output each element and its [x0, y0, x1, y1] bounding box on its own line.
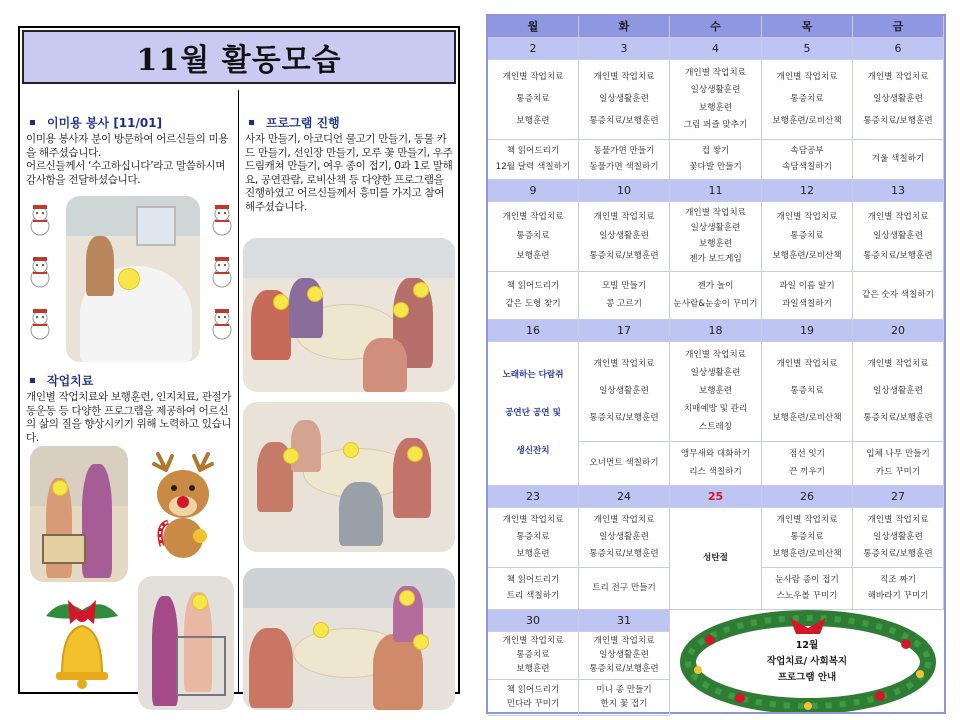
activity-cell-line: 동물가면 만들기	[593, 146, 655, 156]
bell-icon	[32, 590, 132, 690]
therapy-cell-line: 통증치료/보행훈련	[589, 413, 659, 423]
therapy-cell	[579, 60, 670, 140]
activity-cell	[762, 272, 853, 320]
weekday-header	[579, 16, 670, 38]
therapy-cell-line: 개인별 작업치료	[502, 211, 564, 222]
therapy-cell-line: 통증치료	[790, 231, 824, 241]
activity-cell-line: 점선 잇기	[789, 449, 825, 460]
therapy-cell	[579, 508, 670, 568]
therapy-cell-line: 보행훈련	[516, 549, 550, 559]
program-photo-3	[243, 568, 455, 710]
barber-section	[26, 114, 232, 187]
therapy-cell-line: 개인별 작업치료	[593, 72, 655, 82]
therapy-cell	[853, 60, 944, 140]
therapy-cell-line: 보행훈련/로비산책	[772, 413, 842, 423]
date-cell-16-line: 16	[526, 324, 540, 337]
therapy-cell	[762, 60, 853, 140]
therapy-cell-line: 개인별 작업치료	[776, 211, 838, 222]
walking-therapy-photo	[30, 446, 128, 582]
activity-cell	[488, 680, 579, 716]
therapy-cell-line: 통증치료/보행훈련	[863, 413, 933, 423]
activity-cell-line: 오너먼트 색칠하기	[589, 458, 659, 468]
therapy-cell-line: 일상생활훈련	[873, 386, 923, 396]
date-cell-4	[670, 38, 762, 60]
therapy-cell-line: 통증치료/보행훈련	[589, 664, 659, 674]
date-cell-18	[670, 320, 762, 342]
weekday-header	[762, 16, 853, 38]
therapy-cell	[762, 508, 853, 568]
activity-cell	[762, 568, 853, 610]
reindeer-icon	[138, 450, 230, 562]
program-section	[245, 114, 453, 214]
activity-cell	[670, 442, 762, 486]
therapy-cell	[670, 202, 762, 272]
activity-cell	[488, 568, 579, 610]
date-cell-12-line: 12	[800, 184, 814, 197]
activity-cell-line: 속담색칠하기	[782, 162, 832, 172]
therapy-cell-line: 통증치료/보행훈련	[589, 250, 659, 261]
activity-cell-line: 리스 색칠하기	[689, 466, 742, 477]
therapy-cell-line: 개인별 작업치료	[685, 207, 746, 218]
therapy-cell-line: 통증치료/보행훈련	[589, 549, 659, 559]
activity-cell	[579, 272, 670, 320]
therapy-cell-line: 개인별 작업치료	[502, 515, 564, 525]
date-cell-3-line: 3	[620, 42, 628, 55]
date-cell-23	[488, 486, 579, 508]
therapy-cell-line: 통증치료	[516, 231, 550, 241]
program-photo-1	[243, 238, 455, 392]
therapy-cell-line: 스트레칭	[698, 422, 733, 432]
activity-cell-line: 책 읽어드리기	[506, 574, 560, 585]
activity-cell-line: 끈 끼우기	[789, 466, 825, 477]
therapy-heading: 작업치료	[26, 372, 232, 389]
activity-cell-line: 미니 종 만들기	[596, 684, 652, 695]
therapy-cell-line: 보행훈련	[516, 250, 550, 261]
bullet-icon	[30, 378, 35, 383]
therapy-cell-line: 보행훈련	[516, 116, 550, 126]
christmas-holiday-cell	[670, 508, 762, 610]
date-cell-23-line: 23	[526, 490, 540, 503]
walker-training-photo	[138, 576, 234, 710]
therapy-section	[26, 372, 232, 445]
activity-cell	[762, 442, 853, 486]
date-cell-4-line: 4	[712, 42, 719, 55]
weekday-header-line: 수	[710, 20, 721, 33]
activity-cell-line: 눈사람&눈송이 꾸미기	[673, 299, 758, 310]
concert-event-cell	[488, 342, 579, 486]
therapy-cell-line: 보행훈련/로비산책	[772, 250, 842, 261]
christmas-bell-illustration	[32, 590, 132, 690]
therapy-text: 개인별 작업치료와 보행훈련, 인지치료, 관절가동운동 등 다양한 프로그램을 제공하여 어르신의 삶의 질을 향상시키기 위해 노력하고 있습니다.	[26, 391, 232, 444]
date-cell-12	[762, 180, 853, 202]
therapy-cell-line: 보행훈련/로비산책	[772, 549, 842, 559]
therapy-cell-line: 통증치료	[790, 386, 824, 396]
therapy-cell	[670, 60, 762, 140]
therapy-cell-line: 통증치료	[516, 650, 550, 660]
activity-cell	[670, 140, 762, 180]
activity-cell-line: 모빌 만들기	[601, 280, 647, 291]
wreath-line-1: 작업치료/ 사회복지	[766, 656, 848, 667]
activity-cell	[853, 568, 944, 610]
newsletter-right-column	[238, 90, 458, 692]
activity-cell-line: 같은 도형 찾기	[505, 299, 561, 310]
date-cell-31-line: 31	[617, 614, 631, 627]
therapy-cell-line: 개인별 작업치료	[502, 72, 564, 82]
therapy-cell	[853, 342, 944, 442]
christmas-holiday-cell-line: 성탄절	[703, 553, 728, 563]
activity-cell-line: 속담공부	[790, 146, 824, 156]
wreath-program-guide	[670, 610, 944, 712]
activity-cell-line: 눈사람 종이 접기	[775, 574, 839, 585]
date-cell-17-line: 17	[617, 324, 631, 337]
therapy-cell-line: 개인별 작업치료	[776, 515, 838, 525]
therapy-cell-line: 통증치료	[790, 94, 824, 104]
date-cell-25	[670, 486, 762, 508]
therapy-cell-line: 개인별 작업치료	[776, 72, 838, 82]
program-text: 사자 만들기, 아코디언 물고기 만들기, 동물 카드 만들기, 선인장 만들기, 모루 꽃 만들기, 우주 드림캐쳐 만들기, 여우 종이 접기, 0과 1로 말해요, 공연관람, 로비산책 등 다양한 프로그램을 진행하였고 어르신들께서 흥미를 가지고 참여해주셨습니다.	[245, 133, 453, 213]
activity-cell-line: 스노우볼 꾸미기	[776, 591, 838, 602]
activity-cell-line: 트리 색칠하기	[506, 591, 560, 602]
weekday-header	[670, 16, 762, 38]
therapy-cell-line: 그림 퍼즐 맞추기	[683, 120, 748, 131]
snowman-decoration-right	[206, 202, 238, 352]
activity-cell	[579, 140, 670, 180]
date-cell-31	[579, 610, 670, 632]
therapy-cell-line: 일상생활훈련	[690, 223, 741, 234]
weekday-header-line: 화	[618, 20, 630, 33]
therapy-cell	[762, 202, 853, 272]
activity-cell	[853, 140, 944, 180]
newsletter-left-column	[20, 90, 238, 692]
therapy-cell-line: 개인별 작업치료	[685, 67, 746, 78]
activity-cell-line: 책 읽어드리기	[506, 146, 560, 156]
date-cell-6	[853, 38, 944, 60]
therapy-cell-line: 일상생활훈련	[599, 231, 649, 241]
therapy-cell	[579, 342, 670, 442]
therapy-cell-line: 일상생활훈련	[873, 532, 923, 542]
date-cell-10	[579, 180, 670, 202]
activity-cell-line: 과일색칠하기	[782, 299, 832, 310]
date-cell-19-line: 19	[800, 324, 814, 337]
newsletter-banner	[22, 30, 456, 84]
therapy-cell-line: 일상생활훈련	[873, 231, 923, 241]
activity-cell-line: 책 읽어드리기	[506, 280, 560, 291]
activity-cell	[762, 140, 853, 180]
date-cell-2	[488, 38, 579, 60]
therapy-cell-line: 개인별 작업치료	[593, 359, 655, 369]
date-cell-9	[488, 180, 579, 202]
activity-cell	[579, 568, 670, 610]
therapy-cell-line: 개인별 작업치료	[776, 359, 838, 369]
therapy-cell-line: 일상생활훈련	[690, 368, 741, 378]
date-cell-30	[488, 610, 579, 632]
barber-heading: 이미용 봉사 [11/01]	[26, 114, 232, 131]
activity-cell-line: 12월 달력 색칠하기	[495, 162, 571, 172]
date-cell-30-line: 30	[526, 614, 540, 627]
date-cell-11	[670, 180, 762, 202]
therapy-cell-line: 통증치료	[790, 532, 824, 542]
bullet-icon	[249, 120, 254, 125]
therapy-cell	[579, 202, 670, 272]
therapy-cell-line: 일상생활훈련	[599, 650, 649, 660]
therapy-cell-line: 개인별 작업치료	[867, 211, 929, 222]
activity-cell-line: 겨울 색칠하기	[871, 154, 925, 164]
activity-cell-line: 해바라기 꾸미기	[867, 591, 929, 602]
date-cell-9-line: 9	[529, 184, 537, 197]
date-cell-17	[579, 320, 670, 342]
activity-cell-line: 민다라 꾸미기	[506, 699, 560, 710]
therapy-cell-line: 보행훈련/로비산책	[772, 116, 842, 126]
activity-cell-line: 젠가 놀이	[697, 280, 734, 291]
concert-event-cell-line: 노래하는 다람쥐	[502, 370, 564, 380]
date-cell-5-line: 5	[803, 42, 811, 55]
activity-cell-line: 앵무새와 대화하기	[680, 449, 751, 460]
therapy-cell-line: 일상생활훈련	[599, 386, 649, 396]
therapy-cell-line: 개인별 작업치료	[685, 350, 746, 360]
activity-cell-line: 콩 고르기	[606, 299, 642, 310]
date-cell-20-line: 20	[891, 324, 905, 337]
therapy-cell-line: 통증치료	[516, 94, 550, 104]
therapy-cell	[762, 342, 853, 442]
reindeer-illustration	[138, 450, 230, 562]
weekday-header-line: 금	[892, 20, 904, 33]
date-cell-13	[853, 180, 944, 202]
therapy-cell-line: 일상생활훈련	[873, 94, 923, 104]
therapy-cell-line: 일상생활훈련	[690, 85, 741, 96]
barber-photo	[66, 196, 200, 362]
activity-cell-line: 트리 전구 만들기	[592, 583, 656, 593]
therapy-cell	[488, 632, 579, 680]
wreath-line-2: 프로그램 안내	[777, 672, 837, 683]
activity-cell-line: 같은 숫자 색칠하기	[862, 290, 934, 300]
weekday-header	[853, 16, 944, 38]
date-cell-16	[488, 320, 579, 342]
activity-cell-line: 한지 꽃 접기	[600, 699, 648, 710]
weekday-header	[488, 16, 579, 38]
bullet-icon	[30, 120, 35, 125]
therapy-cell-line: 개인별 작업치료	[502, 636, 564, 646]
december-program-calendar	[486, 14, 946, 714]
program-heading: 프로그램 진행	[245, 114, 453, 131]
date-cell-5	[762, 38, 853, 60]
activity-cell-line: 과일 이름 알기	[779, 280, 835, 291]
activity-newsletter	[18, 26, 460, 694]
activity-cell-line: 동물가면 색칠하기	[589, 162, 659, 172]
therapy-cell	[488, 508, 579, 568]
activity-cell-line: 꽃다발 만들기	[689, 162, 742, 172]
therapy-cell-line: 보행훈련	[698, 386, 733, 396]
date-cell-11-line: 11	[708, 184, 723, 197]
therapy-cell-line: 젠가 보드게임	[689, 254, 742, 265]
therapy-cell	[853, 202, 944, 272]
therapy-cell	[853, 508, 944, 568]
date-cell-18-line: 18	[708, 324, 723, 337]
date-cell-20	[853, 320, 944, 342]
therapy-cell-line: 통증치료/보행훈련	[863, 116, 933, 126]
therapy-cell-line: 개인별 작업치료	[593, 211, 655, 222]
therapy-cell-line: 일상생활훈련	[599, 94, 649, 104]
date-cell-3	[579, 38, 670, 60]
activity-cell-line: 컵 쌓기	[701, 146, 730, 156]
therapy-cell-line: 보행훈련	[698, 238, 733, 249]
activity-cell-line: 입체 나무 만들기	[866, 449, 930, 460]
activity-cell	[853, 272, 944, 320]
concert-event-cell-line: 생신잔치	[516, 446, 550, 456]
therapy-cell-line: 개인별 작업치료	[593, 515, 655, 525]
activity-cell	[488, 140, 579, 180]
activity-cell-line: 카드 꾸미기	[875, 466, 921, 477]
wreath-month: 12월	[795, 640, 819, 651]
weekday-header-line: 목	[801, 20, 813, 33]
barber-text-2: 어르신들께서 ‘수고하십니다’라고 말씀하시며 감사함을 전달하셨습니다.	[26, 160, 226, 186]
activity-cell	[670, 272, 762, 320]
program-photo-2	[243, 402, 455, 552]
date-cell-27	[853, 486, 944, 508]
concert-event-cell-line: 공연단 공연 및	[505, 408, 561, 418]
therapy-cell-line: 통증치료/보행훈련	[863, 549, 933, 559]
snowman-icon	[206, 202, 238, 352]
date-cell-24-line: 24	[617, 490, 631, 503]
therapy-cell	[670, 342, 762, 442]
date-cell-6-line: 6	[894, 42, 902, 55]
snowman-icon	[24, 202, 58, 352]
activity-cell	[853, 442, 944, 486]
date-cell-13-line: 13	[891, 184, 905, 197]
date-cell-2-line: 2	[529, 42, 537, 55]
date-cell-26-line: 26	[800, 490, 814, 503]
therapy-cell-line: 보행훈련	[516, 664, 550, 674]
therapy-cell-line: 치매예방 및 관리	[683, 404, 748, 414]
activity-cell	[579, 442, 670, 486]
date-cell-24	[579, 486, 670, 508]
date-cell-19	[762, 320, 853, 342]
therapy-cell-line: 일상생활훈련	[599, 532, 649, 542]
therapy-cell-line: 개인별 작업치료	[867, 72, 929, 82]
therapy-cell	[579, 632, 670, 680]
barber-text-1: 이미용 봉사자 분이 방문하여 어르신들의 미용을 해주셨습니다.	[26, 133, 229, 159]
date-cell-26	[762, 486, 853, 508]
therapy-cell	[488, 202, 579, 272]
snowman-decoration-left	[24, 202, 58, 352]
therapy-cell-line: 개인별 작업치료	[867, 515, 929, 525]
date-cell-25-line: 25	[707, 490, 724, 503]
activity-cell-line: 책 읽어드리기	[506, 684, 560, 695]
date-cell-10-line: 10	[617, 184, 631, 197]
therapy-cell-line: 개인별 작업치료	[867, 359, 929, 369]
therapy-cell-line: 통증치료/보행훈련	[589, 116, 659, 126]
activity-cell	[488, 272, 579, 320]
date-cell-27-line: 27	[891, 490, 905, 503]
weekday-header-line: 월	[527, 20, 539, 33]
activity-cell-line: 직조 짜기	[880, 574, 916, 585]
therapy-cell-line: 개인별 작업치료	[593, 636, 655, 646]
therapy-cell-line: 통증치료/보행훈련	[863, 250, 933, 261]
newsletter-title: 11월 활동모습	[136, 43, 342, 78]
activity-cell	[579, 680, 670, 716]
therapy-cell	[488, 60, 579, 140]
therapy-cell-line: 통증치료	[516, 532, 550, 542]
therapy-cell-line: 보행훈련	[698, 102, 733, 113]
